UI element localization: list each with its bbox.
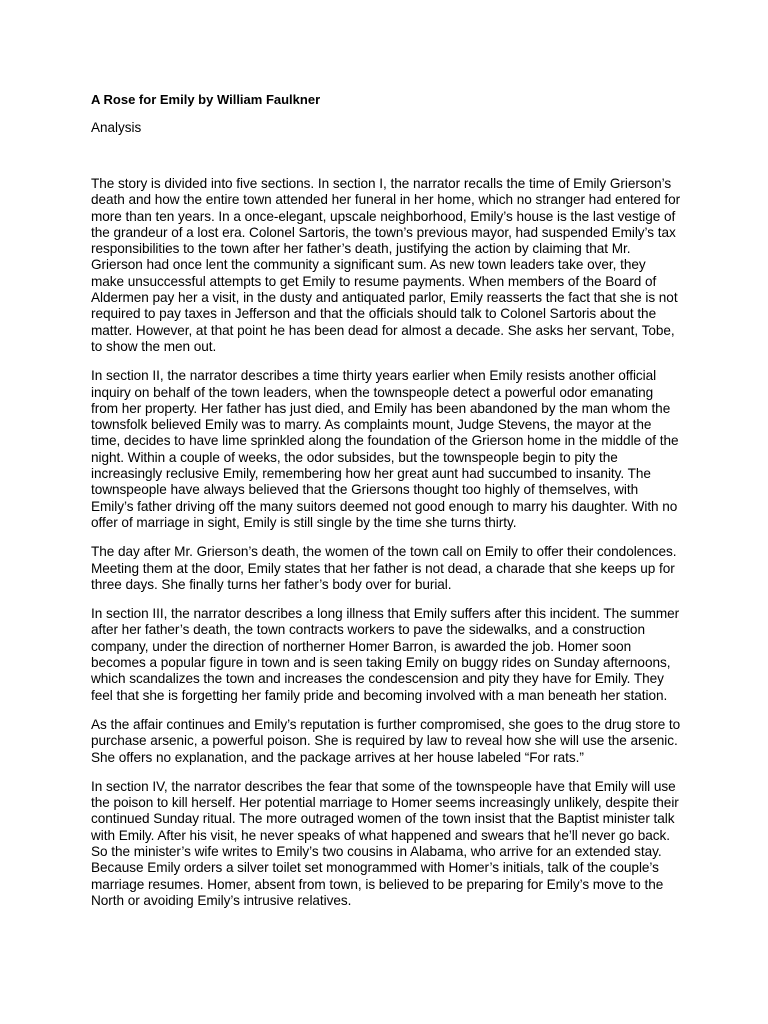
paragraph-section-2: In section II, the narrator describes a time thirty years earlier when Emily resists another official inquiry on behalf of the town leaders, when the townspeople detect a powerful odor emanating from her property. Her father has just died, and Emily has been abandoned by the man whom the townsfolk believed Emily was to marry. As complaints mount, Judge Stevens, the mayor at the time, decides to have lime sprinkled along the foundation of the Grierson home in the middle of the night. Within a couple of weeks, the odor subsides, but the townspeople begin to pity the increasingly reclusive Emily, remembering how her great aunt had succumbed to insanity. The townspeople have always believed that the Griersons thought too highly of themselves, with Emily’s father driving off the many suitors deemed not good enough to marry his daughter. With no offer of marriage in sight, Emily is still single by the time she turns thirty.: [91, 368, 679, 530]
paragraph-section-3: In section III, the narrator describes a long illness that Emily suffers after this incident. The summer after her father’s death, the town contracts workers to pave the sidewalks, and a construction company, under the direction of northerner Homer Barron, is awarded the job. Homer soon becomes a popular figure in town and is seen taking Emily on buggy rides on Sunday afternoons, which scandalizes the town and increases the condescension and pity they have for Emily. They feel that she is forgetting her family pride and becoming involved with a man beneath her station.: [91, 606, 680, 703]
document-subtitle: Analysis: [91, 120, 142, 135]
document-title: A Rose for Emily by William Faulkner: [91, 92, 321, 107]
document-page: [91, 92, 681, 922]
paragraph-condolences: The day after Mr. Grierson’s death, the women of the town call on Emily to offer their condolences. Meeting them at the door, Emily states that her father is not dead, a charade that she keeps up for three days. She finally turns her father’s body over for burial.: [91, 544, 677, 592]
document-body: [91, 176, 681, 909]
paragraph-section-1: The story is divided into five sections. In section I, the narrator recalls the time of Emily Grierson’s death and how the entire town attended her funeral in her home, which no stranger had entered for more than ten years. In a once-elegant, upscale neighborhood, Emily’s house is the last vestige of the grandeur of a lost era. Colonel Sartoris, the town’s previous mayor, had suspended Emily’s tax responsibilities to the town after her father’s death, justifying the action by claiming that Mr. Grierson had once lent the community a significant sum. As new town leaders take over, they make unsuccessful attempts to get Emily to resume payments. When members of the Board of Aldermen pay her a visit, in the dusty and antiquated parlor, Emily reasserts the fact that she is not required to pay taxes in Jefferson and that the officials should talk to Colonel Sartoris about the matter. However, at that point he has been dead for almost a decade. She asks her servant, Tobe, to show the men out.: [91, 176, 681, 354]
paragraph-arsenic: As the affair continues and Emily’s reputation is further compromised, she goes to the drug store to purchase arsenic, a powerful poison. She is required by law to reveal how she will use the arsenic. She offers no explanation, and the package arrives at her house labeled “For rats.”: [91, 716, 681, 765]
paragraph-section-4: In section IV, the narrator describes the fear that some of the townspeople have that Emily will use the poison to kill herself. Her potential marriage to Homer seems increasingly unlikely, despite their continued Sunday ritual. The more outraged women of the town insist that the Baptist minister talk with Emily. After his visit, he never speaks of what happened and swears that he’ll never go back. So the minister’s wife writes to Emily’s two cousins in Alabama, who arrive for an extended stay. Because Emily orders a silver toilet set monogrammed with Homer’s initials, talk of the couple’s marriage resumes. Homer, absent from town, is believed to be preparing for Emily’s move to the North or avoiding Emily’s intrusive relatives.: [91, 778, 679, 908]
